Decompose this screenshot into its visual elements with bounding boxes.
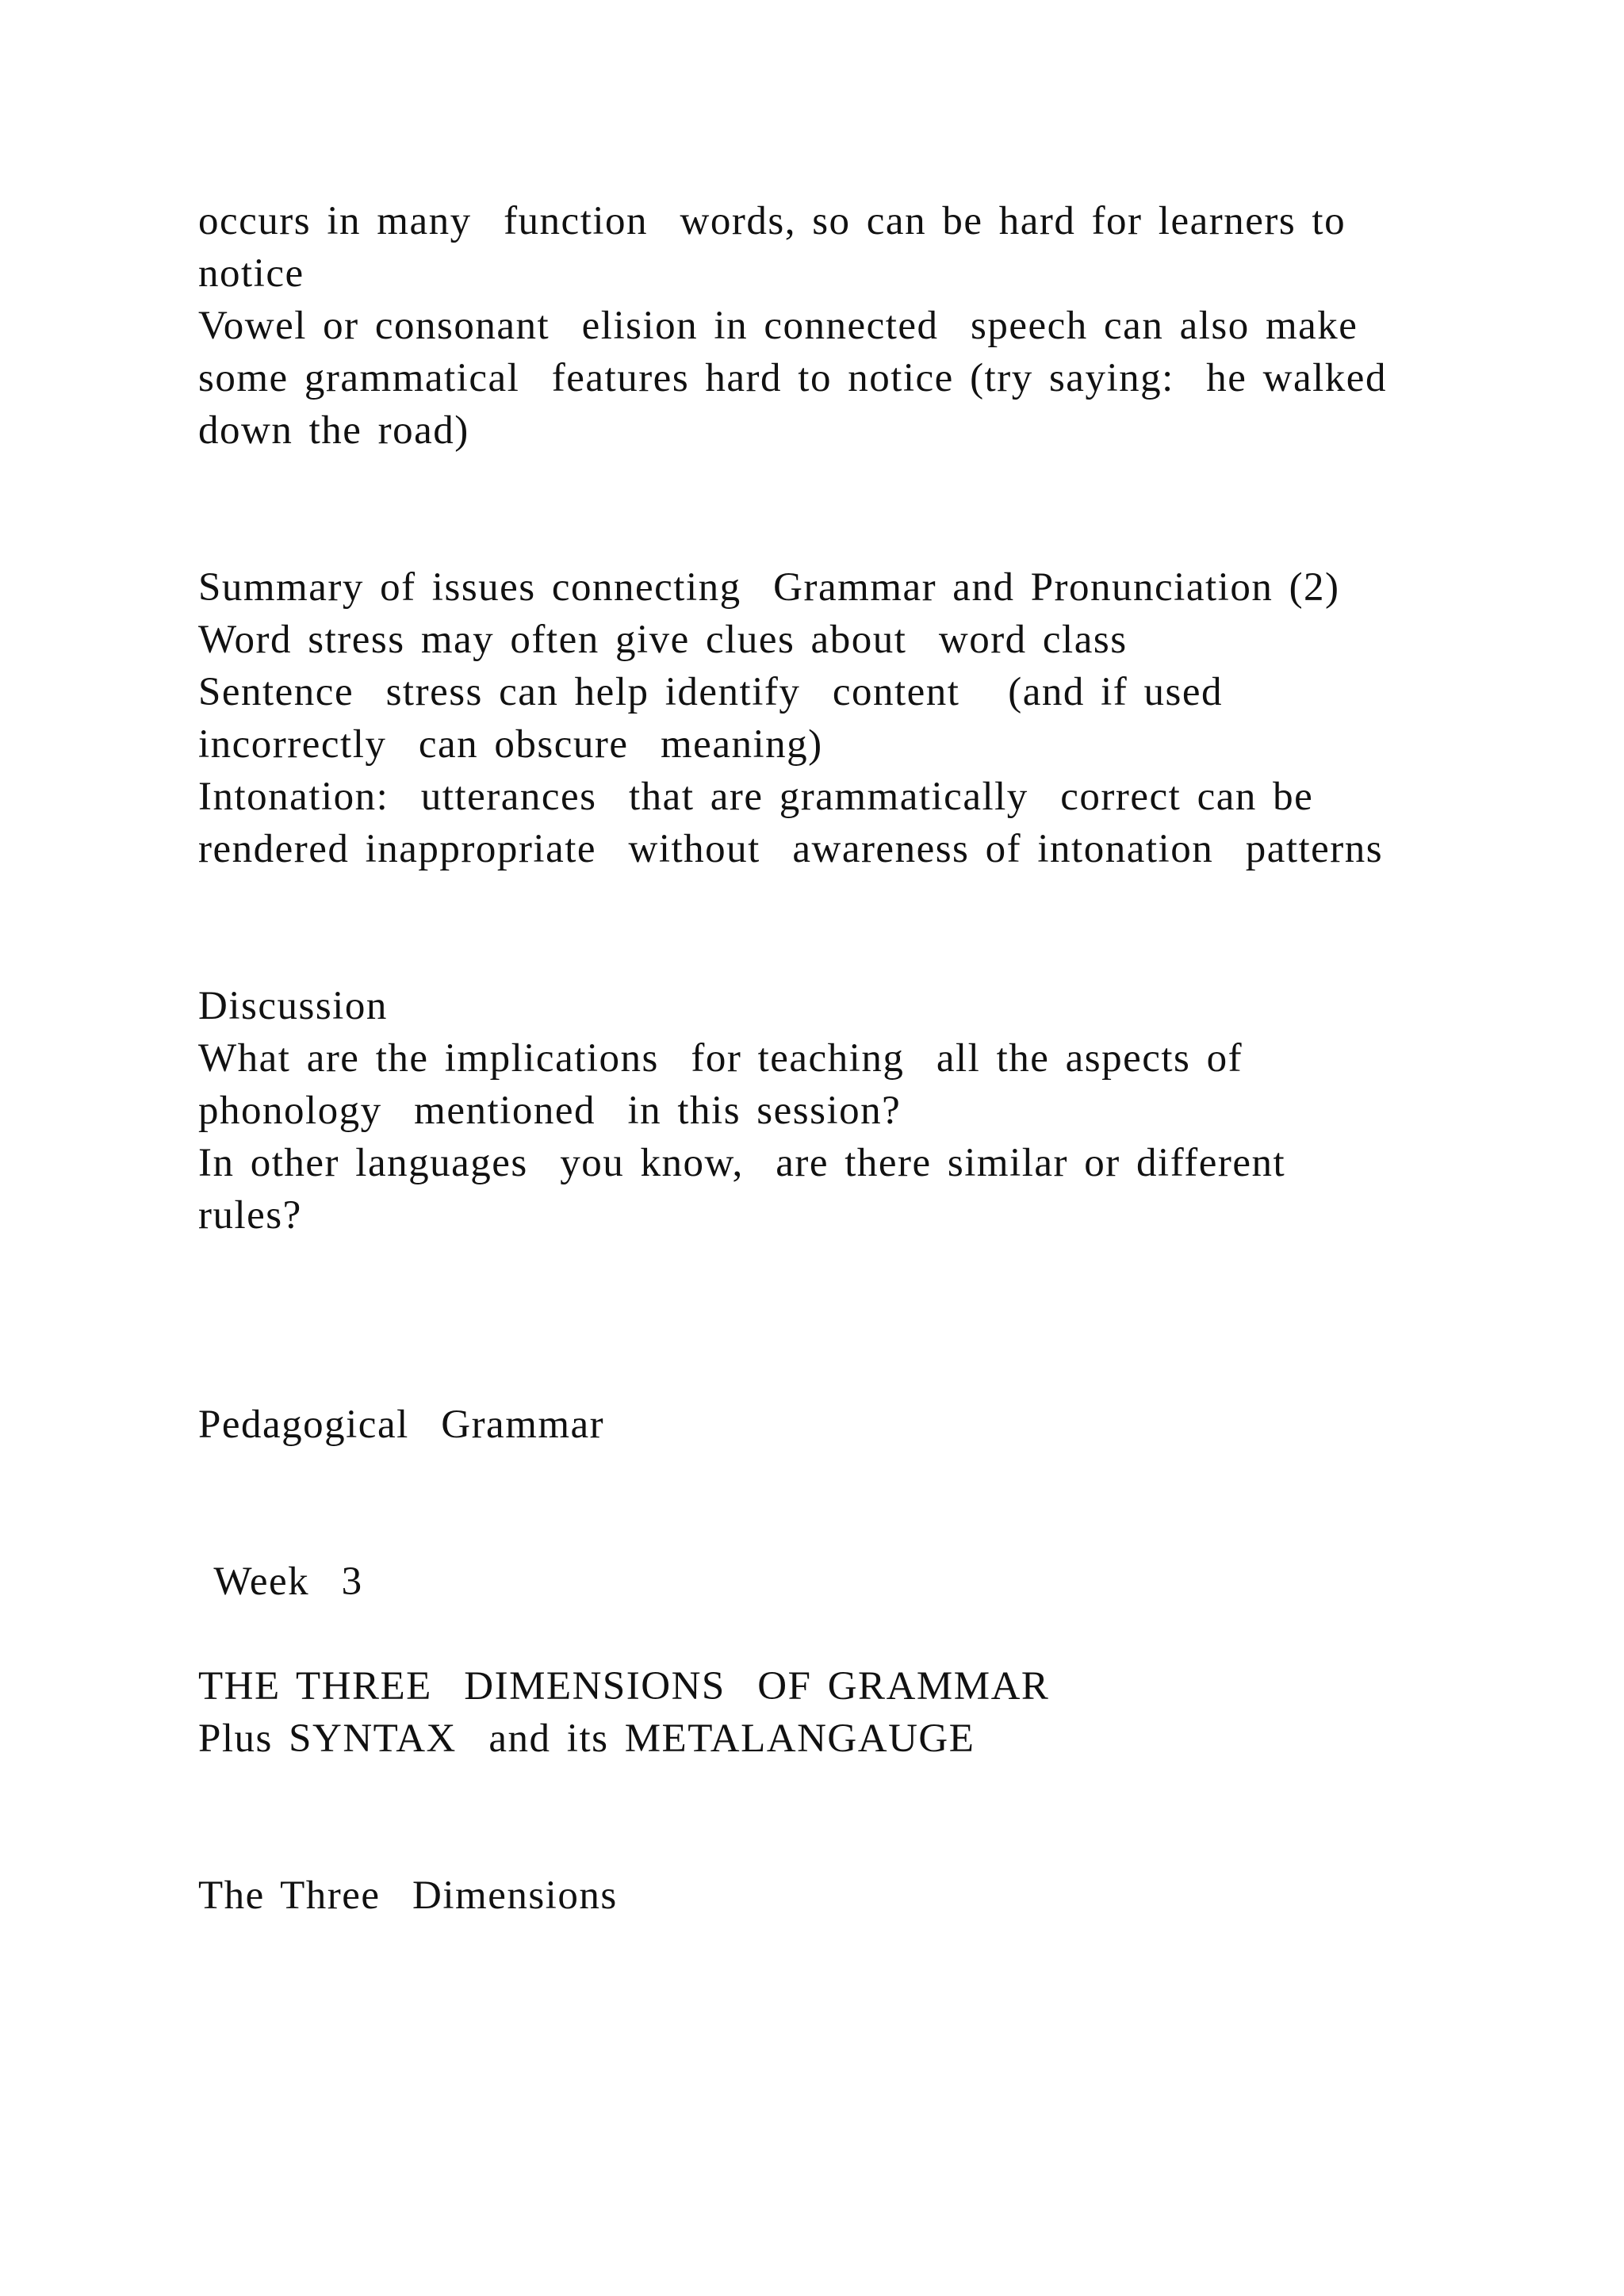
- intro-line-3: Vowel or consonant elision in connected speech can also make: [198, 304, 1358, 348]
- discussion-heading: Discussion: [198, 984, 388, 1028]
- intro-line-5: down the road): [198, 408, 469, 453]
- summary-heading: Summary of issues connecting Grammar and Pronunciation (2): [198, 565, 1340, 610]
- summary-line-4: Intonation: utterances that are grammatically correct can be: [198, 775, 1314, 819]
- discussion-line-3: In other languages you know, are there similar or different: [198, 1141, 1286, 1185]
- discussion-line-4: rules?: [198, 1193, 302, 1238]
- summary-line-3: incorrectly can obscure meaning): [198, 722, 823, 767]
- intro-line-4: some grammatical features hard to notice (try saying: he walked: [198, 356, 1387, 400]
- summary-line-5: rendered inappropriate without awareness of intonation patterns: [198, 827, 1384, 871]
- summary-line-1: Word stress may often give clues about word class: [198, 618, 1128, 662]
- discussion-line-2: phonology mentioned in this session?: [198, 1089, 902, 1133]
- intro-line-1: occurs in many function words, so can be hard for learners to: [198, 199, 1346, 243]
- summary-line-2: Sentence stress can help identify content (and if used: [198, 670, 1223, 714]
- course-title: Pedagogical Grammar: [198, 1402, 605, 1447]
- week-label: Week 3: [198, 1559, 363, 1604]
- section-title-line-2: Plus SYNTAX and its METALANGAUGE: [198, 1716, 975, 1761]
- subsection-title: The Three Dimensions: [198, 1873, 618, 1918]
- discussion-line-1: What are the implications for teaching all the aspects of: [198, 1036, 1243, 1081]
- intro-line-2: notice: [198, 251, 304, 296]
- section-title-line-1: THE THREE DIMENSIONS OF GRAMMAR: [198, 1664, 1050, 1709]
